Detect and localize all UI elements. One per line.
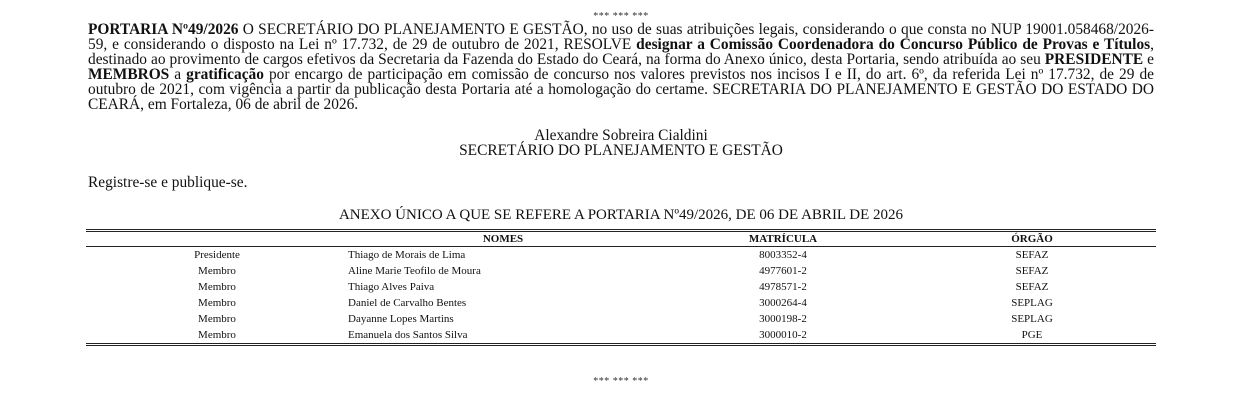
signature-name: Alexandre Sobreira Cialdini — [534, 127, 708, 144]
bold-text: MEMBROS — [88, 66, 170, 83]
cell-orgao: SEFAZ — [1015, 265, 1049, 277]
cell-matricula: 3000010-2 — [759, 329, 807, 341]
cell-name: Aline Marie Teofilo de Moura — [348, 265, 481, 277]
cell-role: Presidente — [194, 249, 240, 261]
text: O SECRETÁRIO DO PLANEJAMENTO E GESTÃO, no uso de suas atribuições legais, considerando o que consta no NUP 19001.058468/2026-59, e considerando o disposto na Lei nº 17.732, de 29 de outubro de 2021, RESOLVE — [88, 21, 1154, 53]
table-header — [86, 231, 1156, 247]
text: e — [1143, 51, 1154, 68]
portaria-title: PORTARIA Nº49/2026 — [88, 21, 239, 38]
text: por encargo de participação em comissão de concurso nos valores previstos nos incisos I e II, do art. 6º, da referida Lei nº 17.732, de 29 de outubro de 2021, com vigência a partir da publicação desta Portaria até a homologação do certame. SECRETARIA DO PLANEJAMENTO E GESTÃO DO ESTADO DO CEARÁ, em Fortaleza, 06 de abril de 2026. — [88, 66, 1154, 113]
signature-role: SECRETÁRIO DO PLANEJAMENTO E GESTÃO — [459, 142, 783, 159]
cell-matricula: 3000198-2 — [759, 313, 807, 325]
cell-matricula: 4977601-2 — [759, 265, 807, 277]
table-row — [86, 247, 1156, 264]
cell-role: Membro — [198, 313, 236, 325]
header-matricula: MATRÍCULA — [748, 233, 818, 245]
table-row — [86, 263, 1156, 279]
table-row — [86, 327, 1156, 345]
table-row — [86, 279, 1156, 295]
cell-role: Membro — [198, 281, 236, 293]
cell-orgao: SEPLAG — [1011, 297, 1053, 309]
cell-role: Membro — [198, 329, 236, 341]
annex-title: ANEXO ÚNICO A QUE SE REFERE A PORTARIA Nº49/2026, DE 06 DE ABRIL DE 2026 — [338, 207, 904, 223]
registre-text: Registre-se e publique-se. — [88, 174, 248, 191]
cell-name: Dayanne Lopes Martins — [348, 313, 454, 325]
cell-name: Daniel de Carvalho Bentes — [348, 297, 467, 309]
header-names: NOMES — [482, 233, 524, 245]
cell-orgao: PGE — [1021, 329, 1043, 341]
cell-matricula: 3000264-4 — [759, 297, 807, 309]
header-orgao: ÓRGÃO — [1011, 233, 1053, 245]
bold-text: PRESIDENTE — [1044, 51, 1144, 68]
cell-matricula: 4978571-2 — [759, 281, 807, 293]
cell-name: Thiago de Morais de Lima — [348, 249, 466, 261]
cell-role: Membro — [198, 265, 236, 277]
table-row — [86, 311, 1156, 327]
bold-text: designar a Comissão Coordenadora do Concurso Público de Provas e Títulos — [636, 36, 1151, 53]
cell-matricula: 8003352-4 — [759, 249, 807, 261]
text: a — [169, 66, 187, 83]
separator-top: *** *** *** — [593, 11, 649, 22]
text: , destinado ao provimento de cargos efetivos da Secretaria da Fazenda do Estado do Ceará, na forma do Anexo único, desta Portaria, sendo atribuída ao seu — [88, 36, 1154, 68]
bold-text: gratificação — [186, 66, 264, 83]
header-role — [86, 231, 348, 247]
separator-bottom: *** *** *** — [593, 376, 649, 387]
cell-orgao: SEPLAG — [1011, 313, 1053, 325]
cell-name: Thiago Alves Paiva — [348, 281, 435, 293]
cell-orgao: SEFAZ — [1015, 281, 1049, 293]
cell-name: Emanuela dos Santos Silva — [348, 329, 468, 341]
portaria-paragraph — [88, 22, 1154, 112]
annex-table — [86, 229, 1156, 346]
cell-role: Membro — [198, 297, 236, 309]
table-row — [86, 295, 1156, 311]
cell-orgao: SEFAZ — [1015, 249, 1049, 261]
